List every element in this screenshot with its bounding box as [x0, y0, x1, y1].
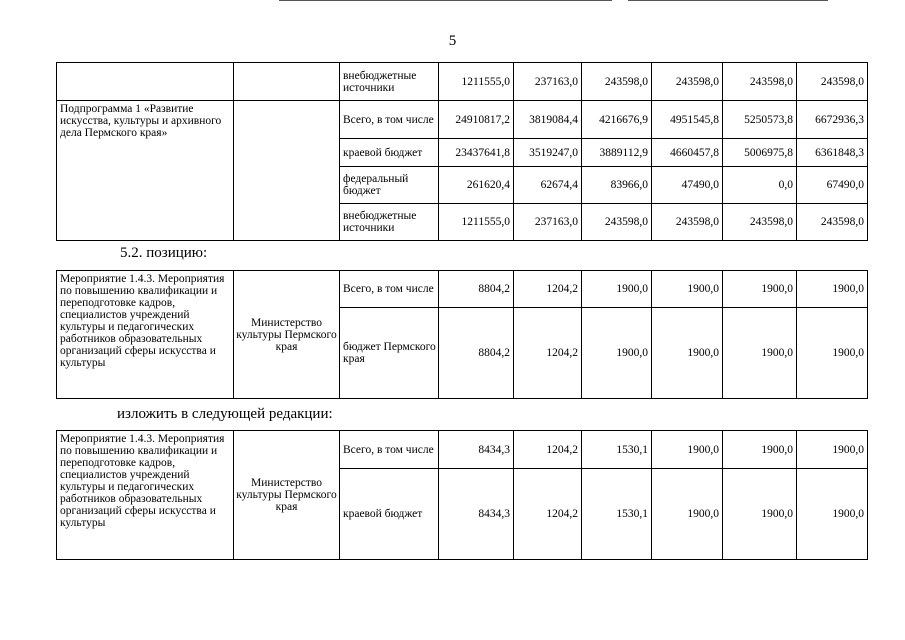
value-cell: 23437641,8	[439, 139, 514, 167]
page-number: 5	[448, 33, 457, 49]
value-cell: 47490,0	[652, 167, 723, 204]
table-row	[57, 101, 868, 139]
category-cell: Всего, в том числе	[340, 101, 439, 139]
value-cell: 243598,0	[582, 63, 652, 101]
value-cell: 0,0	[723, 167, 797, 204]
value-cell: 1204,2	[514, 469, 582, 560]
value-cell: 237163,0	[514, 204, 582, 241]
value-cell: 1900,0	[723, 271, 797, 308]
value-cell: 67490,0	[797, 167, 868, 204]
value-cell: 237163,0	[514, 63, 582, 101]
value-cell: 6672936,3	[797, 101, 868, 139]
event-name-cell: Мероприятие 1.4.3. Мероприятия по повышению квалификации и переподготовке кадров, специалистов учреждений культуры и педагогических работников образовательных организаций сферы искусства и культуры	[57, 431, 234, 560]
value-cell: 83966,0	[582, 167, 652, 204]
responsible-cell: Министерство культуры Пермского края	[234, 271, 340, 399]
value-cell: 8434,3	[439, 469, 514, 560]
top-rule-right	[628, 0, 828, 1]
heading-position: 5.2. позицию:	[120, 245, 208, 261]
top-rule-left	[279, 0, 612, 1]
category-cell: бюджет Пермского края	[340, 308, 439, 399]
value-cell: 1900,0	[652, 308, 723, 399]
category-cell: внебюджетные источники	[340, 204, 439, 241]
value-cell: 1530,1	[582, 431, 652, 469]
value-cell: 1900,0	[723, 431, 797, 469]
value-cell: 5006975,8	[723, 139, 797, 167]
category-cell: краевой бюджет	[340, 469, 439, 560]
value-cell: 1204,2	[514, 308, 582, 399]
value-cell: 1211555,0	[439, 204, 514, 241]
value-cell: 6361848,3	[797, 139, 868, 167]
value-cell: 4660457,8	[652, 139, 723, 167]
value-cell: 1900,0	[797, 271, 868, 308]
value-cell: 1900,0	[723, 469, 797, 560]
value-cell: 5250573,8	[723, 101, 797, 139]
value-cell: 243598,0	[797, 63, 868, 101]
value-cell: 3519247,0	[514, 139, 582, 167]
value-cell: 4216676,9	[582, 101, 652, 139]
table-row	[57, 271, 868, 308]
category-cell: Всего, в том числе	[340, 431, 439, 469]
value-cell: 1900,0	[652, 431, 723, 469]
value-cell: 24910817,2	[439, 101, 514, 139]
category-cell: Всего, в том числе	[340, 271, 439, 308]
value-cell: 1530,1	[582, 469, 652, 560]
value-cell: 243598,0	[652, 63, 723, 101]
category-cell: федеральный бюджет	[340, 167, 439, 204]
value-cell: 1900,0	[797, 431, 868, 469]
value-cell: 261620,4	[439, 167, 514, 204]
value-cell: 1204,2	[514, 431, 582, 469]
category-cell: внебюджетные источники	[340, 63, 439, 101]
value-cell: 3889112,9	[582, 139, 652, 167]
event-table-new	[56, 430, 868, 560]
value-cell: 1900,0	[723, 308, 797, 399]
subprogram-table	[56, 62, 868, 241]
value-cell: 1900,0	[652, 469, 723, 560]
value-cell: 1211555,0	[439, 63, 514, 101]
event-name-cell: Мероприятие 1.4.3. Мероприятия по повышению квалификации и переподготовке кадров, специалистов учреждений культуры и педагогических работников образовательных организаций сферы искусства и культуры	[57, 271, 234, 399]
value-cell: 1900,0	[582, 308, 652, 399]
value-cell: 243598,0	[797, 204, 868, 241]
value-cell: 3819084,4	[514, 101, 582, 139]
value-cell: 243598,0	[582, 204, 652, 241]
value-cell: 1900,0	[652, 271, 723, 308]
responsible-cell: Министерство культуры Пермского края	[234, 431, 340, 560]
value-cell: 4951545,8	[652, 101, 723, 139]
value-cell: 1204,2	[514, 271, 582, 308]
subprogram-name-cell: Подпрограмма 1 «Развитие искусства, культуры и архивного дела Пермского края»	[57, 101, 234, 241]
value-cell: 8804,2	[439, 271, 514, 308]
value-cell: 8434,3	[439, 431, 514, 469]
heading-new-edition: изложить в следующей редакции:	[117, 406, 333, 422]
value-cell: 1900,0	[582, 271, 652, 308]
event-table-current	[56, 270, 868, 399]
value-cell: 8804,2	[439, 308, 514, 399]
category-cell: краевой бюджет	[340, 139, 439, 167]
table-row	[57, 431, 868, 469]
value-cell: 243598,0	[652, 204, 723, 241]
value-cell: 243598,0	[723, 63, 797, 101]
value-cell: 62674,4	[514, 167, 582, 204]
empty-cell	[57, 63, 234, 101]
value-cell: 1900,0	[797, 308, 868, 399]
table-row	[57, 63, 868, 101]
value-cell: 243598,0	[723, 204, 797, 241]
empty-cell	[234, 63, 340, 101]
value-cell: 1900,0	[797, 469, 868, 560]
empty-cell	[234, 101, 340, 241]
